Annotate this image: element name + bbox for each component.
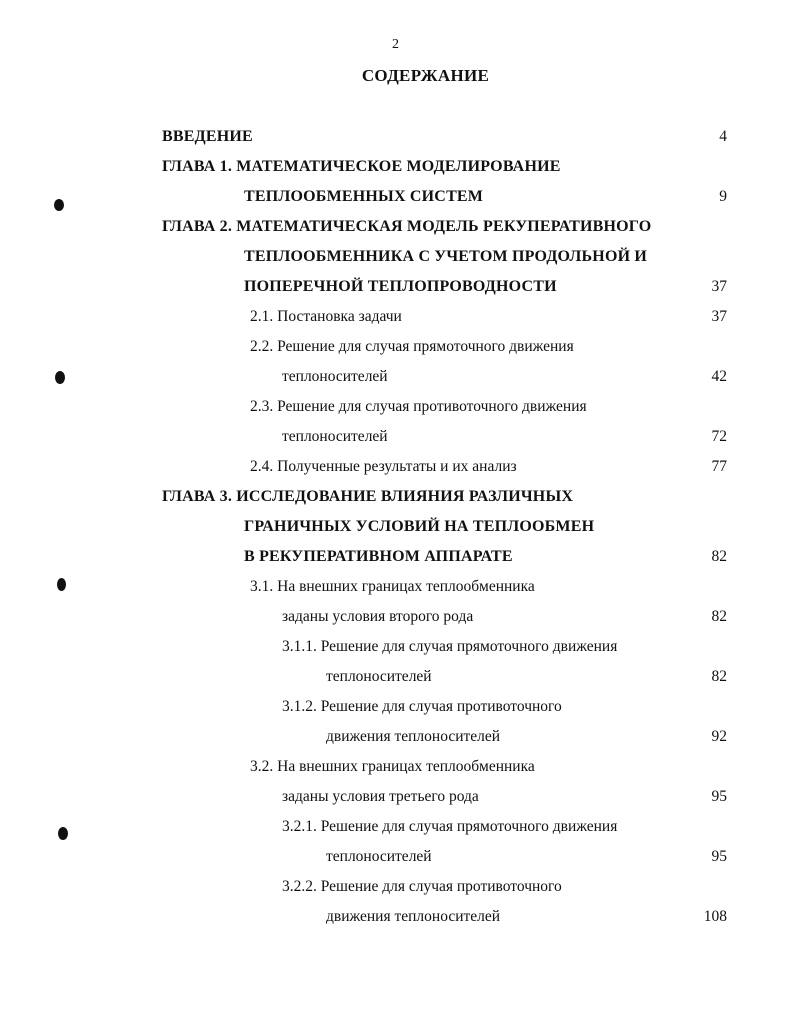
toc-page-number: 42	[711, 368, 727, 385]
toc-page-number: 9	[719, 188, 727, 205]
toc-entry-chapter-3-cont: ГРАНИЧНЫХ УСЛОВИЙ НА ТЕПЛООБМЕН	[244, 518, 595, 535]
ink-blot-icon	[57, 578, 66, 591]
ink-blot-icon	[54, 199, 64, 211]
toc-entry-section-3-1: 3.1. На внешних границах теплообменника	[250, 578, 535, 595]
toc-page-number: 82	[711, 608, 727, 625]
toc-page-number: 95	[711, 848, 727, 865]
toc-entry-chapter-3-cont: В РЕКУПЕРАТИВНОМ АППАРАТЕ	[244, 548, 513, 565]
toc-page-number: 95	[711, 788, 727, 805]
page-title: СОДЕРЖАНИЕ	[361, 66, 490, 85]
toc-page-number: 4	[719, 128, 727, 145]
toc-page-number: 72	[711, 428, 727, 445]
toc-page-number: 82	[711, 548, 727, 565]
toc-entry-section-2-2: 2.2. Решение для случая прямоточного движения	[250, 338, 574, 355]
toc-entry-section-2-3-cont: теплоносителей	[282, 428, 388, 445]
toc-page-number: 82	[711, 668, 727, 685]
toc-entry-section-3-1-1-cont: теплоносителей	[326, 668, 432, 685]
ink-blot-icon	[58, 827, 68, 840]
toc-entry-chapter-1: ГЛАВА 1. МАТЕМАТИЧЕСКОЕ МОДЕЛИРОВАНИЕ	[162, 158, 561, 175]
toc-page-number: 92	[711, 728, 727, 745]
toc-entry-chapter-2-cont: ТЕПЛООБМЕННИКА С УЧЕТОМ ПРОДОЛЬНОЙ И	[244, 248, 648, 265]
toc-entry-section-2-4: 2.4. Полученные результаты и их анализ	[250, 458, 517, 475]
toc-entry-section-3-2-1: 3.2.1. Решение для случая прямоточного движения	[282, 818, 618, 835]
toc-entry-section-3-2: 3.2. На внешних границах теплообменника	[250, 758, 535, 775]
toc-entry-section-3-2-2-cont: движения теплоносителей	[326, 908, 501, 925]
toc-entry-section-2-3: 2.3. Решение для случая противоточного движения	[250, 398, 587, 415]
toc-page-number: 37	[711, 308, 727, 325]
ink-blot-icon	[55, 371, 65, 384]
toc-entry-chapter-1-cont: ТЕПЛООБМЕННЫХ СИСТЕМ	[244, 188, 484, 205]
toc-entry-section-3-2-2: 3.2.2. Решение для случая противоточного	[282, 878, 562, 895]
toc-entry-section-3-1-2: 3.1.2. Решение для случая противоточного	[282, 698, 562, 715]
toc-entry-chapter-2: ГЛАВА 2. МАТЕМАТИЧЕСКАЯ МОДЕЛЬ РЕКУПЕРАТИВНОГО	[162, 218, 652, 235]
toc-entry-section-2-1: 2.1. Постановка задачи	[250, 308, 402, 325]
toc-entry-section-3-1-cont: заданы условия второго рода	[282, 608, 474, 625]
toc-entry-section-3-1-2-cont: движения теплоносителей	[326, 728, 501, 745]
toc-entry-section-3-2-cont: заданы условия третьего рода	[282, 788, 479, 805]
toc-entry-section-3-1-1: 3.1.1. Решение для случая прямоточного движения	[282, 638, 618, 655]
toc-entry-chapter-3: ГЛАВА 3. ИССЛЕДОВАНИЕ ВЛИЯНИЯ РАЗЛИЧНЫХ	[162, 488, 574, 505]
toc-entry-introduction: ВВЕДЕНИЕ	[162, 128, 253, 145]
toc-page-number: 108	[703, 908, 727, 925]
toc-page-number: 37	[711, 278, 727, 295]
toc-page-number: 77	[711, 458, 727, 475]
toc-entry-section-3-2-1-cont: теплоносителей	[326, 848, 432, 865]
page-number: 2	[392, 37, 399, 52]
toc-entry-chapter-2-cont: ПОПЕРЕЧНОЙ ТЕПЛОПРОВОДНОСТИ	[244, 278, 557, 295]
toc-entry-section-2-2-cont: теплоносителей	[282, 368, 388, 385]
